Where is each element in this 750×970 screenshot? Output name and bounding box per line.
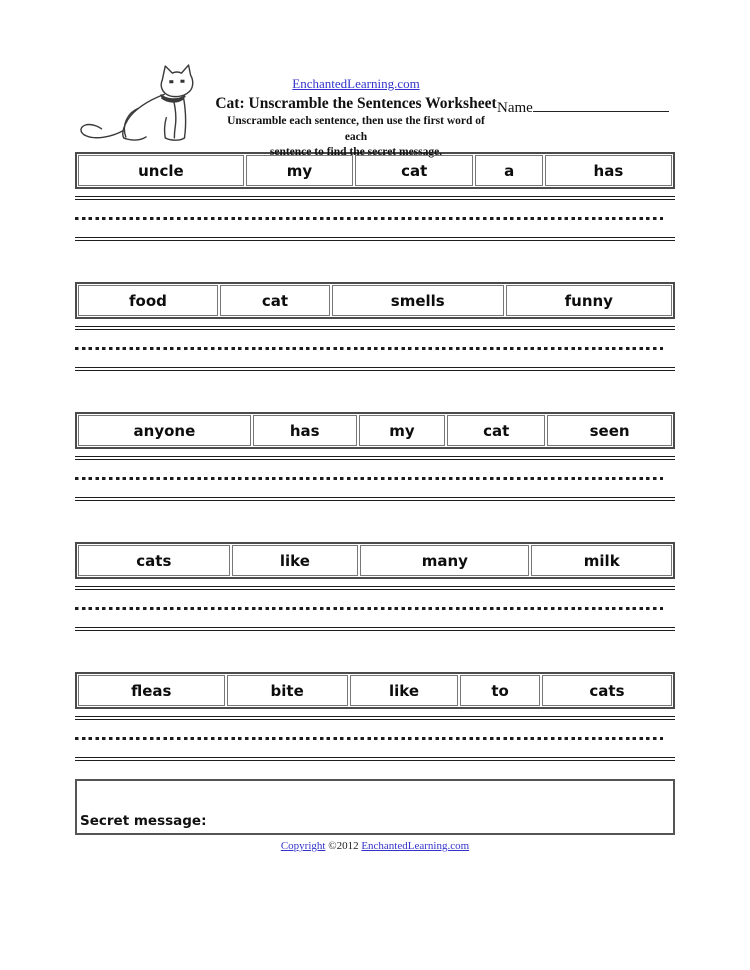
footer-site-link[interactable]: EnchantedLearning.com [361,840,470,852]
writing-line-baseline [75,237,675,241]
word-cell: cats [542,675,672,706]
secret-message-label: Secret message: [80,813,207,829]
puzzle-block-2 [75,282,675,371]
scrambled-words-row [75,152,675,189]
puzzle-blocks [75,152,675,761]
name-blank-line [533,98,669,112]
word-cell: cat [447,415,545,446]
word-cell: my [246,155,353,186]
word-cell: cats [78,545,230,576]
scrambled-words-row [75,412,675,449]
writing-line-middle-dotted [75,217,663,220]
word-cell: many [360,545,529,576]
worksheet-header [75,62,675,159]
word-cell: has [253,415,357,446]
writing-line-top [75,196,675,200]
scrambled-words-row [75,672,675,709]
word-cell: like [232,545,358,576]
writing-line-top [75,586,675,590]
word-cell: seen [547,415,672,446]
writing-line-top [75,456,675,460]
word-cell: to [460,675,540,706]
puzzle-block-3 [75,412,675,501]
secret-message-box [75,779,675,835]
site-link[interactable]: EnchantedLearning.com [292,76,420,91]
word-cell: a [475,155,542,186]
word-cell: cat [355,155,473,186]
instructions-line-2: sentence to find the secret message. [269,146,443,159]
instructions-line-1: Unscramble each sentence, then use the first word of each [227,115,485,143]
puzzle-block-1 [75,152,675,241]
instructions [215,114,497,161]
page-title: Cat: Unscramble the Sentences Worksheet [215,95,497,112]
word-cell: my [359,415,446,446]
copyright-year: ©2012 [328,840,359,852]
scrambled-words-row [75,542,675,579]
writing-line-middle-dotted [75,737,663,740]
puzzle-block-4 [75,542,675,631]
word-cell: uncle [78,155,244,186]
word-cell: funny [506,285,672,316]
scrambled-words-row [75,282,675,319]
word-cell: fleas [78,675,225,706]
word-cell: cat [220,285,330,316]
puzzle-block-5 [75,672,675,761]
writing-line-middle-dotted [75,347,663,350]
copyright-link[interactable]: Copyright [280,840,326,852]
writing-line-top [75,326,675,330]
writing-line-top [75,716,675,720]
name-field [497,62,675,152]
word-cell: bite [227,675,348,706]
writing-line-baseline [75,497,675,501]
word-cell: anyone [78,415,251,446]
word-cell: like [350,675,458,706]
word-cell: has [545,155,672,186]
writing-line-baseline [75,627,675,631]
footer [75,840,675,852]
writing-line-middle-dotted [75,607,663,610]
name-label: Name [497,100,533,116]
word-cell: milk [531,545,672,576]
word-cell: smells [332,285,504,316]
cat-illustration-icon [75,62,215,152]
word-cell: food [78,285,218,316]
writing-line-baseline [75,757,675,761]
writing-line-middle-dotted [75,477,663,480]
writing-line-baseline [75,367,675,371]
worksheet-page [75,62,675,852]
